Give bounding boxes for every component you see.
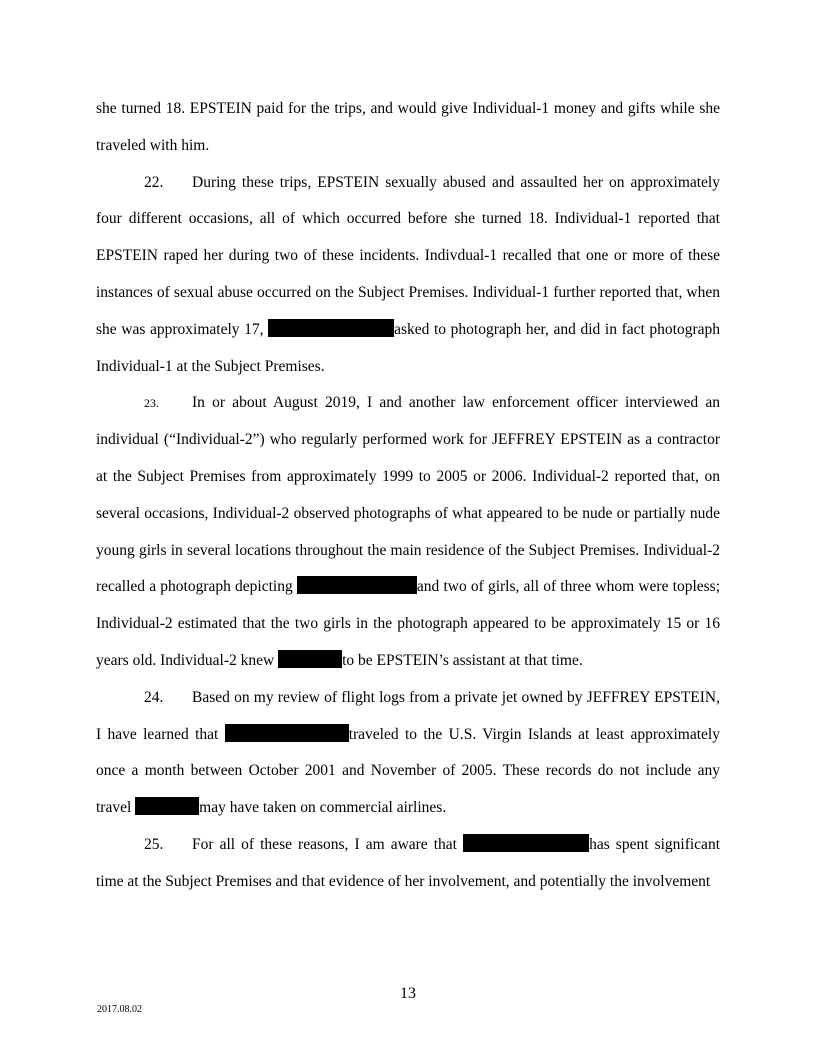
redaction-box [463,834,589,852]
paragraph-text: may have taken on commercial airlines. [199,799,447,817]
paragraph-text: has spent significant time at the Subject Premises and that evidence of her involvement, and potentially the involvement [96,835,720,890]
redaction-box [278,650,342,668]
redaction-box [297,576,417,594]
paragraph-number: 25. [144,835,164,853]
paragraph-number: 23. [144,396,159,411]
document-body [96,91,720,901]
paragraph-text: she turned 18. EPSTEIN paid for the trips, and would give Individual-1 money and gifts while she traveled with him. [96,100,720,154]
footer-code: 2017.08.02 [97,1004,142,1015]
redaction-box [268,319,394,337]
paragraph-text: traveled to the U.S. Virgin Islands at least approximately once a month between October 2001 and November of 2005. These records do not include any travel [96,725,720,817]
paragraph-continuation [96,91,720,165]
paragraph-22 [96,165,720,386]
paragraph-number: 22. [144,173,164,191]
redaction-box [225,724,349,742]
paragraph-text: Based on my review of flight logs from a private jet owned by JEFFREY EPSTEIN, I have learned that [96,688,720,743]
redaction-box [135,797,199,815]
paragraph-text: For all of these reasons, I am aware that [192,835,464,853]
paragraph-text: and two of girls, all of three whom were topless; Individual-2 estimated that the two girls in the photograph appeared to be approximately 15 or 16 years old. Individual-2 knew [96,578,720,669]
page-number: 13 [400,985,416,1002]
paragraph-text: to be EPSTEIN’s assistant at that time. [342,651,583,669]
paragraph-text: In or about August 2019, I and another law enforcement officer interviewed an individual (“Individual-2”) who regularly performed work for JEFFREY EPSTEIN as a contractor at the Subject Premises from approximately 1999 to 2005 or 2006. Individual-2 reported that, on several occasions, Individual-2 observed photographs of what appeared to be nude or partially nude young girls in several locations throughout the main residence of the Subject Premises. Individual-2 recalled a photograph depicting [96,394,720,596]
paragraph-text: asked to photograph her, and did in fact photograph Individual-1 at the Subject Premises. [96,320,720,375]
paragraph-23 [96,385,720,679]
paragraph-number: 24. [144,688,164,706]
paragraph-25 [96,827,720,901]
paragraph-text: During these trips, EPSTEIN sexually abused and assaulted her on approximately four different occasions, all of which occurred before she turned 18. Individual-1 reported that EPSTEIN raped her during two of these incidents. Indivdual-1 recalled that one or more of these instances of sexual abuse occurred on the Subject Premises. Individual-1 further reported that, when she was approximately 17, [96,173,720,338]
paragraph-24 [96,680,720,827]
